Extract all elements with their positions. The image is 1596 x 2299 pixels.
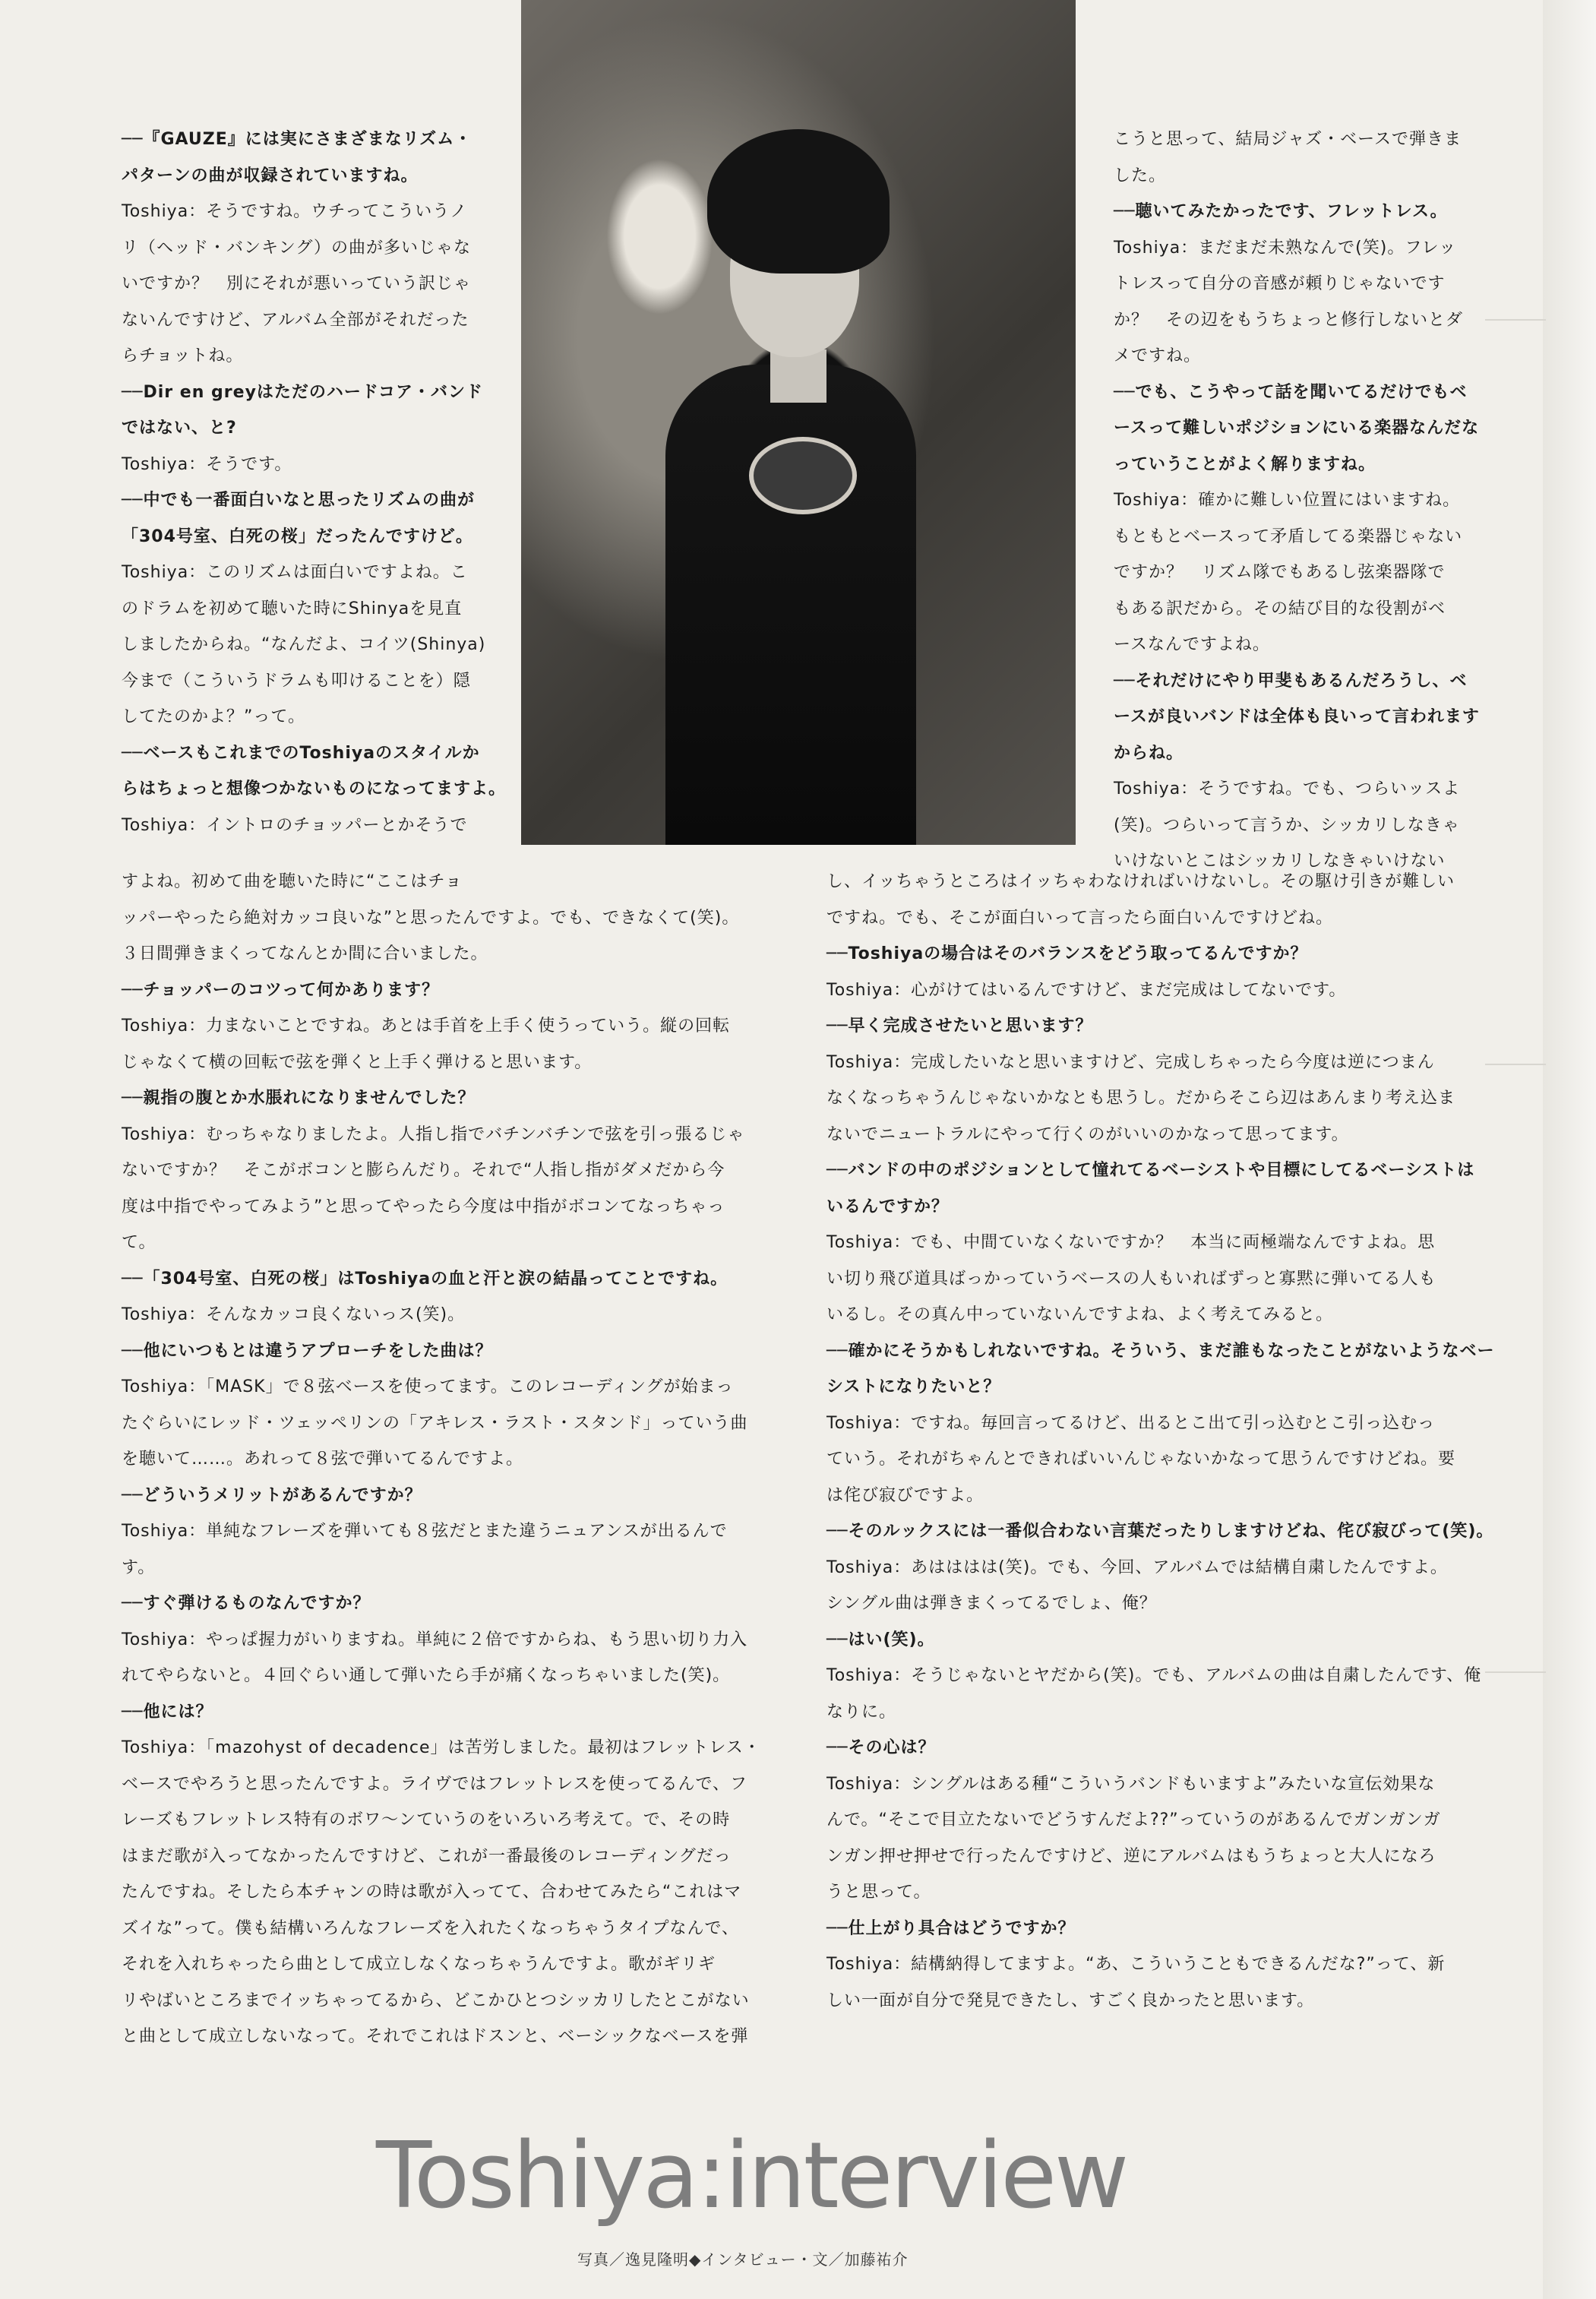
question-line: ──バンドの中のポジションとして憧れてるベーシストや目標にしてるベーシストは <box>826 1161 1475 1180</box>
answer-line: Toshiya：まだまだ未熟なんで(笑)。フレッ <box>1114 238 1457 258</box>
answer-line: ですね。でも、そこが面白いって言ったら面白いんですけどね。 <box>826 908 1334 928</box>
answer-line: メですね。 <box>1114 346 1202 365</box>
answer-line: Toshiya：単純なフレーズを弾いても８弦だとまた違うニュアンスが出るんで <box>122 1522 728 1541</box>
answer-line: Toshiya：確かに難しい位置にはいますね。 <box>1114 491 1461 510</box>
answer-line: (笑)。つらいって言うか、シッカリしなきゃ <box>1114 815 1460 835</box>
answer-line: しましたからね。“なんだよ、コイツ(Shinya) <box>122 635 486 654</box>
question-line: パターンの曲が収録されていますね。 <box>122 166 419 185</box>
answer-line: ていう。それがちゃんとできればいいんじゃないかなって思うんですけどね。要 <box>826 1450 1456 1469</box>
answer-line: もともとベースって矛盾してる楽器じゃない <box>1114 527 1463 546</box>
answer-line: か？ その辺をもうちょっと修行しないとダ <box>1114 310 1464 330</box>
question-line: っていうことがよく解りますね。 <box>1114 454 1376 474</box>
answer-line: Toshiya：あはははは(笑)。でも、今回、アルバムでは結構自粛したんですよ。 <box>826 1557 1448 1577</box>
answer-line: Toshiya：「MASK」で８弦ベースを使ってます。このレコーディングが始まっ <box>122 1377 734 1396</box>
question-line: ──でも、こうやって話を聞いてるだけでもベ <box>1114 382 1468 402</box>
question-line: ──親指の腹とか水脹れになりませんでした？ <box>122 1089 476 1108</box>
answer-line: し、イッちゃうところはイッちゃわなければいけないし。その駆け引きが難しい <box>826 872 1455 891</box>
question-line: 「304号室、白死の桜」だったんですけど。 <box>122 527 473 546</box>
question-line: ──Dir en greyはただのハードコア・バンド <box>122 382 484 402</box>
answer-line: たぐらいにレッド・ツェッペリンの「アキレス・ラスト・スタンド」っていう曲 <box>122 1413 748 1433</box>
answer-line: ないでニュートラルにやって行くのがいいのかなって思ってます。 <box>826 1124 1349 1144</box>
answer-line: Toshiya：やっぱ握力がいりますね。単純に２倍ですからね、もう思い切り力入 <box>122 1630 748 1649</box>
answer-line: Toshiya：「mazohyst of decadence」は苦労しました。最初はフレットレス・ <box>122 1738 761 1757</box>
answer-line: なくなっちゃうんじゃないかなとも思うし。だからそこら辺はあんまり考え込ま <box>826 1089 1456 1108</box>
answer-line: それを入れちゃったら曲として成立しなくなっちゃうんですよ。歌がギリギ <box>122 1955 716 1974</box>
question-line: ──どういうメリットがあるんですか？ <box>122 1485 422 1505</box>
answer-line: もある訳だから。その結び目的な役割がベ <box>1114 599 1446 618</box>
bleed-through <box>1485 319 1546 321</box>
answer-line: Toshiya：そうですね。ウチってこういうノ <box>122 202 468 221</box>
answer-line: Toshiya：シングルはある種“こういうバンドもいますよ”みたいな宣伝効果な <box>826 1774 1436 1794</box>
question-line: ──聴いてみたかったです、フレットレス。 <box>1114 202 1448 221</box>
answer-line: ですか？ リズム隊でもあるし弦楽器隊で <box>1114 563 1446 582</box>
answer-line: した。 <box>1114 166 1167 185</box>
answer-line: リやばいところまでイッちゃってるから、どこかひとつシッカリしたとこがない <box>122 1991 750 2010</box>
answer-line: Toshiya：そうですね。でも、つらいッスよ <box>1114 780 1461 798</box>
page-title: Toshiya:interview <box>376 2123 1127 2229</box>
answer-line: Toshiya：心がけてはいるんですけど、まだ完成はしてないです。 <box>826 980 1347 1000</box>
question-line: ──早く完成させたいと思います？ <box>826 1017 1093 1036</box>
answer-line: Toshiya：力まないことですね。あとは手首を上手く使うっていう。縦の回転 <box>122 1017 731 1036</box>
question-line: いるんですか？ <box>826 1197 950 1216</box>
answer-line: い切り飛び道具ばっかっていうベースの人もいればずっと寡黙に弾いてる人も <box>826 1269 1436 1289</box>
answer-line: Toshiya：イントロのチョッパーとかそうで <box>122 815 468 835</box>
answer-line: のドラムを初めて聴いた時にShinyaを見直 <box>122 599 463 618</box>
answer-line: こうと思って、結局ジャズ・ベースで弾きま <box>1114 130 1462 149</box>
answer-line: うと思って。 <box>826 1883 931 1902</box>
answer-line: Toshiya：むっちゃなりましたよ。人指し指でバチンバチンで弦を引っ張るじゃ <box>122 1124 745 1144</box>
answer-line: レーズもフレットレス特有のボワ～ンていうのをいろいろ考えて。で、その時 <box>122 1810 731 1829</box>
answer-line: すよね。初めて曲を聴いた時に“ここはチョ <box>122 872 463 891</box>
question-line: ──「304号室、白死の桜」はToshiyaの血と汗と涙の結晶ってことですね。 <box>122 1269 728 1289</box>
answer-line: いですか？ 別にそれが悪いっていう訳じゃ <box>122 274 472 293</box>
question-line: ──中でも一番面白いなと思ったリズムの曲が <box>122 491 476 510</box>
question-line: ──チョッパーのコツって何かあります？ <box>122 980 440 1000</box>
answer-line: 度は中指でやってみよう”と思ってやったら今度は中指がボコンてなっちゃっ <box>122 1197 725 1216</box>
answer-line: ないんですけど、アルバム全部がそれだった <box>122 310 469 330</box>
answer-line: リ（ヘッド・バンキング）の曲が多いじゃな <box>122 238 472 258</box>
text-column-bottom-left <box>122 864 761 2055</box>
answer-line: と曲として成立しないなって。それでこれはドスンと、ベーシックなベースを弾 <box>122 2027 749 2046</box>
answer-line: なりに。 <box>826 1702 897 1722</box>
answer-line: れてやらないと。４回ぐらい通して弾いたら手が痛くなっちゃいました(笑)。 <box>122 1666 731 1685</box>
answer-line: いるし。その真ん中っていないんですよね、よく考えてみると。 <box>826 1305 1334 1324</box>
question-line: ──『GAUZE』には実にさまざまなリズム・ <box>122 130 472 149</box>
question-line: ──その心は？ <box>826 1738 936 1757</box>
question-line: ではない、と? <box>122 419 237 438</box>
answer-line: ッパーやったら絶対カッコ良いな”と思ったんですよ。でも、できなくて(笑)。 <box>122 908 740 928</box>
answer-line: Toshiya：完成したいなと思いますけど、完成しちゃったら今度は逆につまん <box>826 1052 1435 1072</box>
answer-line: ースなんですよね。 <box>1114 635 1270 654</box>
answer-line: してたのかよ？”って。 <box>122 707 305 726</box>
figure-body <box>665 365 916 845</box>
question-line: ──はい(笑)。 <box>826 1630 935 1649</box>
answer-line: Toshiya：でも、中間ていなくないですか？ 本当に両極端なんですよね。思 <box>826 1233 1436 1252</box>
answer-line: す。 <box>122 1557 156 1577</box>
answer-line: はまだ歌が入ってなかったんですけど、これが一番最後のレコーディングだっ <box>122 1846 732 1866</box>
answer-line: ンガン押せ押せで行ったんですけど、逆にアルバムはもうちょっと大人になろ <box>826 1846 1436 1866</box>
answer-line: らチョットね。 <box>122 346 244 365</box>
answer-line: シングル曲は弾きまくってるでしょ、俺？ <box>826 1594 1157 1613</box>
question-line: ースが良いバンドは全体も良いって言われます <box>1114 707 1480 726</box>
answer-line: いけないとこはシッカリしなきゃいけない <box>1114 852 1446 871</box>
page-edge <box>1543 0 1596 2299</box>
answer-line: Toshiya：そうじゃないとヤだから(笑)。でも、アルバムの曲は自粛したんです、俺 <box>826 1666 1482 1685</box>
question-line: ──ベースもこれまでのToshiyaのスタイルか <box>122 743 480 763</box>
question-line: ──仕上がり具合はどうですか？ <box>826 1918 1076 1938</box>
answer-line: ベースでやろうと思ったんですよ。ライヴではフレットレスを使ってるんで、フ <box>122 1774 748 1794</box>
answer-line: じゃなくて横の回転で弦を弾くと上手く弾けると思います。 <box>122 1052 593 1072</box>
answer-line: たんですね。そしたら本チャンの時は歌が入ってて、合わせてみたら“これはマ <box>122 1883 742 1902</box>
answer-line: ズイな”って。僕も結構いろんなフレーズを入れたくなっちゃうタイプなんで、 <box>122 1918 740 1938</box>
question-line: ──すぐ弾けるものなんですか？ <box>122 1594 371 1613</box>
answer-line: Toshiya：結構納得してますよ。“あ、こういうこともできるんだな?”って、新 <box>826 1955 1446 1974</box>
answer-line: て。 <box>122 1233 156 1252</box>
text-column-right <box>1114 122 1480 880</box>
question-line: ──確かにそうかもしれないですね。そういう、まだ誰もなったことがないようなベー <box>826 1341 1495 1361</box>
question-line: らはちょっと想像つかないものになってますよ。 <box>122 780 507 798</box>
figure-neck <box>770 349 826 403</box>
credit-line: 写真／逸見隆明◆インタビュー・文／加藤祐介 <box>577 2250 909 2269</box>
answer-line: Toshiya：ですね。毎回言ってるけど、出るとこ出て引っ込むとこ引っ込むっ <box>826 1413 1436 1433</box>
question-line: ースって難しいポジションにいる楽器なんだな <box>1114 419 1480 438</box>
question-line: ──他にいつもとは違うアプローチをした曲は？ <box>122 1341 493 1361</box>
answer-line: ないですか？ そこがボコンと膨らんだり。それで“人指し指がダメだから今 <box>122 1161 725 1180</box>
question-line: ──他には？ <box>122 1702 213 1722</box>
figure-hair <box>707 129 890 274</box>
question-line: ──そのルックスには一番似合わない言葉だったりしますけどね、侘び寂びって(笑)。 <box>826 1522 1494 1541</box>
answer-line: を聴いて……。あれって８弦で弾いてるんですよ。 <box>122 1450 524 1469</box>
question-line: ──Toshiyaの場合はそのバランスをどう取ってるんですか？ <box>826 944 1308 963</box>
answer-line: ３日間弾きまくってなんとか間に合いました。 <box>122 944 488 963</box>
text-column-left <box>122 122 506 843</box>
question-line: ──それだけにやり甲斐もあるんだろうし、ベ <box>1114 671 1468 691</box>
answer-line: 今まで（こういうドラムも叩けることを）隠 <box>122 671 471 691</box>
text-column-bottom-right <box>826 864 1495 2019</box>
answer-line: しい一面が自分で発見できたし、すごく良かったと思います。 <box>826 1991 1315 2010</box>
answer-line: は侘び寂びですよ。 <box>826 1485 984 1505</box>
figure-belt-buckle <box>749 437 857 514</box>
answer-line: んで。“そこで目立たないでどうすんだよ??”っていうのがあるんでガンガンガ <box>826 1810 1441 1829</box>
portrait-photo <box>521 0 1076 845</box>
question-line: からね。 <box>1114 743 1184 763</box>
answer-line: Toshiya：そんなカッコ良くないっス(笑)。 <box>122 1305 466 1324</box>
question-line: シストになりたいと？ <box>826 1377 1001 1396</box>
answer-line: Toshiya：そうです。 <box>122 454 292 474</box>
answer-line: トレスって自分の音感が頼りじゃないです <box>1114 274 1446 293</box>
answer-line: Toshiya：このリズムは面白いですよね。こ <box>122 563 468 582</box>
